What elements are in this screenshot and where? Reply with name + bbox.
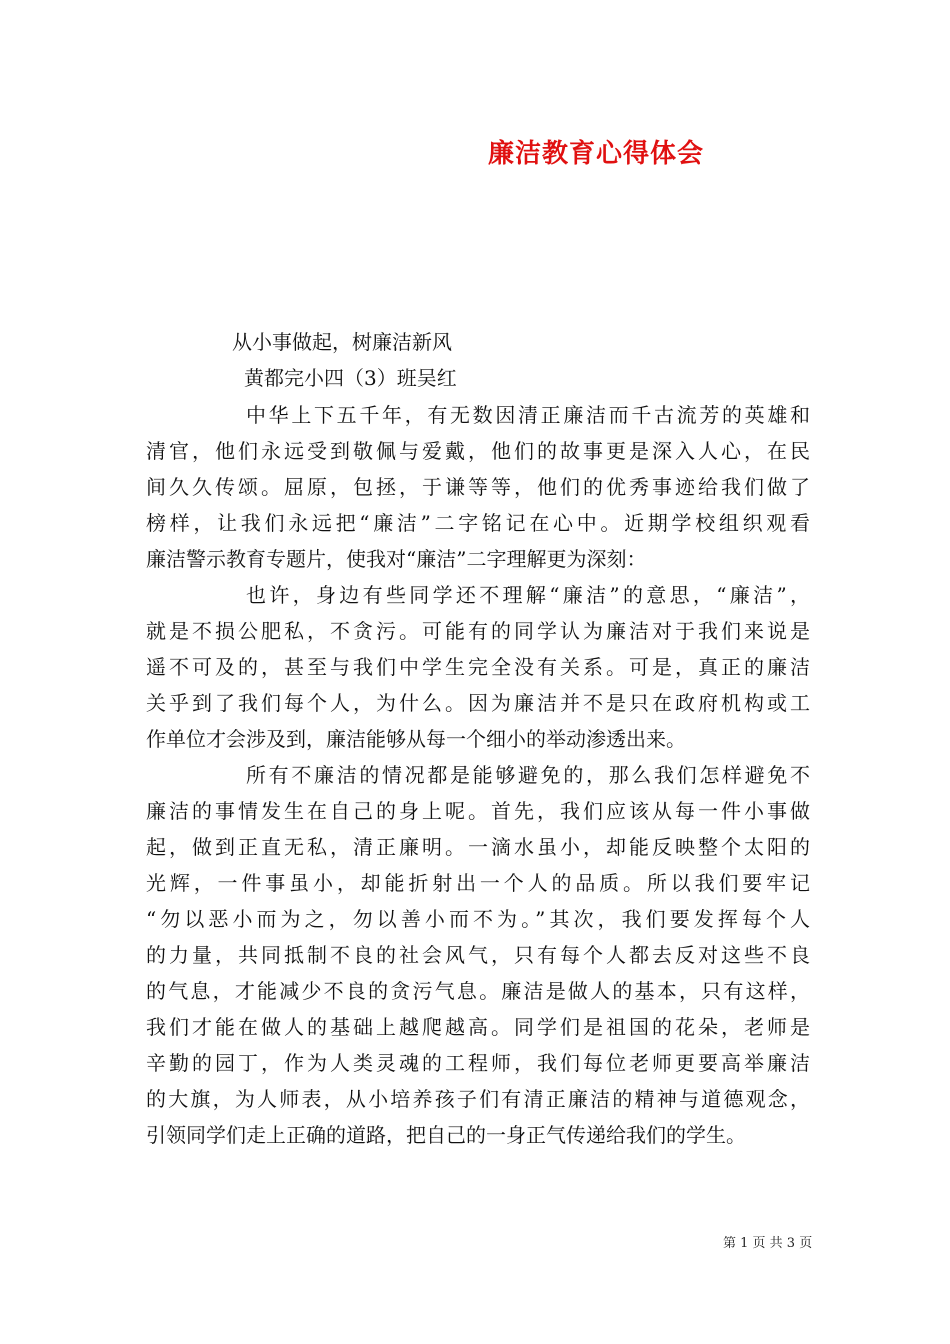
text-line: 辛勤的园丁，作为人类灵魂的工程师，我们每位老师更要高举廉洁 [146, 1051, 810, 1075]
text-line: 间久久传颂。屈原，包拯，于谦等等，他们的优秀事迹给我们做了 [146, 475, 810, 499]
text-line: 引领同学们走上正确的道路，把自己的一身正气传递给我们的学生。 [146, 1123, 746, 1147]
text-line: 光辉，一件事虽小，却能折射出一个人的品质。所以我们要牢记 [146, 871, 810, 895]
text-line: 作单位才会涉及到，廉洁能够从每一个细小的举动渗透出来。 [146, 727, 686, 751]
text-line: 廉洁的事情发生在自己的身上呢。首先，我们应该从每一件小事做 [146, 799, 810, 823]
text-line: 中华上下五千年，有无数因清正廉洁而千古流芳的英雄和 [246, 403, 810, 427]
text-line: 就是不损公肥私，不贪污。可能有的同学认为廉洁对于我们来说是 [146, 619, 810, 643]
text-line: 我们才能在做人的基础上越爬越高。同学们是祖国的花朵，老师是 [146, 1015, 810, 1039]
text-line: 的力量，共同抵制不良的社会风气，只有每个人都去反对这些不良 [146, 943, 810, 967]
text-line: 关乎到了我们每个人，为什么。因为廉洁并不是只在政府机构或工 [146, 691, 810, 715]
text-line: 榜样，让我们永远把“廉洁”二字铭记在心中。近期学校组织观看 [146, 511, 810, 535]
text-line: 遥不可及的，甚至与我们中学生完全没有关系。可是，真正的廉洁 [146, 655, 810, 679]
text-line: 的大旗，为人师表，从小培养孩子们有清正廉洁的精神与道德观念， [146, 1087, 810, 1111]
paragraph-3 [146, 757, 810, 1153]
text-line: 清官，他们永远受到敬佩与爱戴，他们的故事更是深入人心，在民 [146, 439, 810, 463]
text-line: 也许，身边有些同学还不理解“廉洁”的意思，“廉洁”， [246, 583, 810, 607]
document-author: 黄都完小四（3）班吴红 [244, 366, 457, 390]
paragraph-1 [146, 397, 810, 577]
text-line: 的气息，才能减少不良的贪污气息。廉洁是做人的基本，只有这样， [146, 979, 810, 1003]
page-footer: 第 1 页 共 3 页 [723, 1236, 813, 1251]
text-line: “勿以恶小而为之，勿以善小而不为。”其次，我们要发挥每个人 [146, 907, 810, 931]
document-subtitle: 从小事做起，树廉洁新风 [232, 330, 452, 354]
text-line: 廉洁警示教育专题片，使我对“廉洁”二字理解更为深刻： [146, 547, 647, 571]
text-line: 起，做到正直无私，清正廉明。一滴水虽小，却能反映整个太阳的 [146, 835, 810, 859]
document-title: 廉洁教育心得体会 [488, 139, 705, 169]
paragraph-2 [146, 577, 810, 757]
document-body [146, 397, 810, 1153]
text-line: 所有不廉洁的情况都是能够避免的，那么我们怎样避免不 [246, 763, 810, 787]
